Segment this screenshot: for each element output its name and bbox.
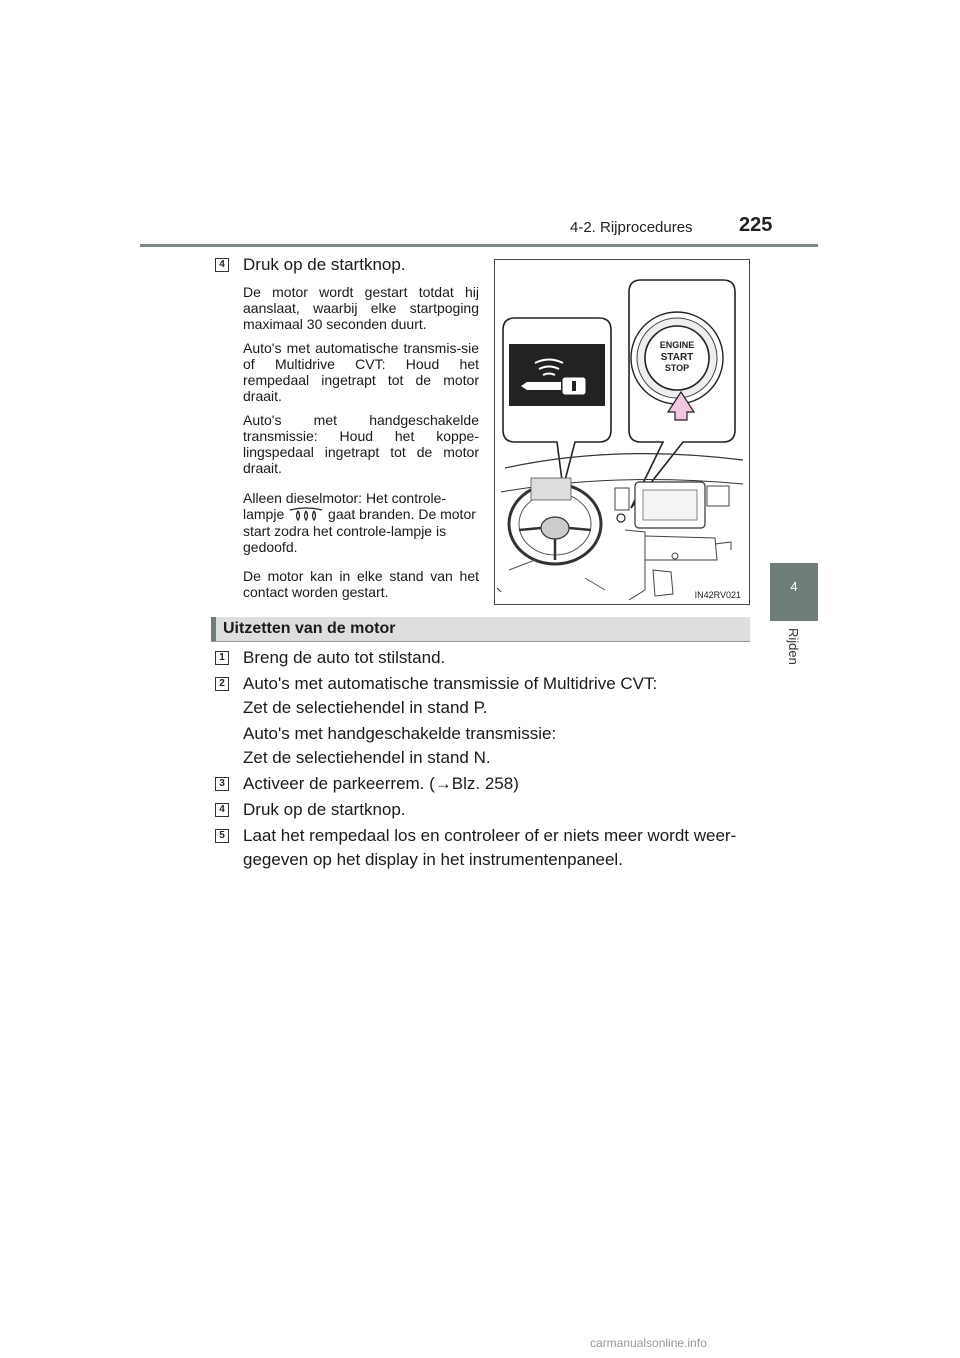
- banner-rule: [211, 641, 750, 642]
- step-number-box: 4: [215, 258, 229, 272]
- dashboard-drawing: [495, 260, 749, 604]
- diesel-note: [243, 490, 479, 555]
- header-rule: [140, 244, 818, 247]
- dashboard-illustration: [494, 259, 750, 605]
- step-line: Breng de auto tot stilstand.: [243, 648, 446, 667]
- page-number: 225: [739, 214, 773, 236]
- diesel-note-after: gaat branden. De motor start zodra het controle-lampje is gedoofd.: [243, 506, 476, 556]
- step-title: Druk op de startknop.: [243, 255, 406, 274]
- step-line: Laat het rempedaal los en controleer of er niets meer wordt weer-: [243, 826, 737, 845]
- footer-watermark[interactable]: carmanualsonline.info: [590, 1336, 707, 1350]
- glow-plug-icon: [288, 507, 324, 523]
- key-display: [509, 344, 605, 406]
- step-line: Activeer de parkeerrem. (→Blz. 258): [243, 774, 519, 793]
- step-line: gegeven op het display in het instrumentenpaneel.: [243, 850, 623, 869]
- banner-title: Uitzetten van de motor: [223, 620, 396, 637]
- section-banner: [211, 617, 750, 641]
- step-number-box: 4: [215, 803, 229, 817]
- step-line: Auto's met handgeschakelde transmissie:: [243, 724, 557, 743]
- button-label-engine: ENGINE: [659, 340, 695, 350]
- step-number-box: 2: [215, 677, 229, 691]
- step-paragraph: Auto's met automatische transmis-sie of Multidrive CVT: Houd het rempedaal ingetrapt tot de motor draait.: [243, 340, 479, 404]
- step-number-box: 3: [215, 777, 229, 791]
- step-line: Auto's met automatische transmissie of Multidrive CVT:: [243, 674, 658, 693]
- step-paragraph: De motor kan in elke stand van het contact worden gestart.: [243, 568, 479, 600]
- button-label-stop: STOP: [664, 363, 690, 373]
- button-label-start: START: [660, 352, 694, 363]
- chapter-tab[interactable]: [770, 563, 818, 621]
- step-paragraph: Auto's met handgeschakelde transmissie: Houd het koppe-lingspedaal ingetrapt tot de motor draait.: [243, 412, 479, 476]
- chapter-number: 4: [790, 579, 798, 594]
- chapter-label: [785, 628, 805, 688]
- step-paragraph: De motor wordt gestart totdat hij aanslaat, waarbij elke startpoging maximaal 30 seconden duurt.: [243, 284, 479, 332]
- step-line: Zet de selectiehendel in stand N.: [243, 748, 491, 767]
- section-title: 4-2. Rijprocedures: [570, 219, 693, 236]
- step-line: Druk op de startknop.: [243, 800, 406, 819]
- diesel-note-before: Alleen dieselmotor: Het controle-lampje: [243, 490, 447, 522]
- step-number-box: 1: [215, 651, 229, 665]
- illustration-code: IN42RV021: [694, 590, 741, 600]
- step-line: Zet de selectiehendel in stand P.: [243, 698, 488, 717]
- step-number-box: 5: [215, 829, 229, 843]
- chapter-label-text: Rijden: [786, 628, 801, 665]
